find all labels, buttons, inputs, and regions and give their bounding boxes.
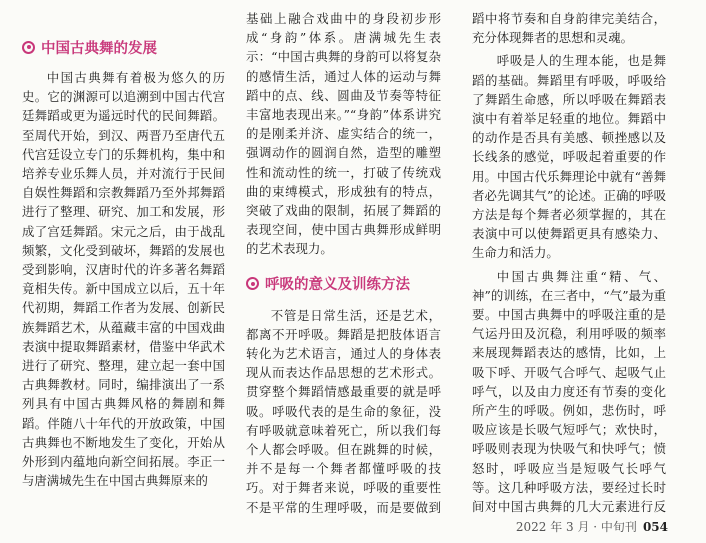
circle-bullet-icon — [22, 41, 35, 54]
section-heading-breathing — [246, 267, 441, 301]
column-left — [22, 0, 225, 515]
paragraph: 呼吸是人的生理本能，也是舞蹈的基础。舞蹈里有呼吸，呼吸给了舞蹈生命感，所以呼吸在舞蹈表演中有着举足轻重的地位。舞蹈中的动作是否具有美感、顿挫感以及长线条的感觉，呼吸起着重要的作用。中国古代乐舞理论中就有“善舞者必先调其气”的论述。正确的呼吸方法是每个舞者必须掌握的，其在表演中可以使舞蹈更具有感染力、生命力和活力。 — [472, 53, 666, 261]
paragraph-continued: 蹈中将节奏和自身韵律完美结合，充分体现舞者的思想和灵魂。 — [472, 11, 666, 46]
paragraph-continued: 基础上融合戏曲中的身段初步形成“身韵”体系。唐满城先生表示：“中国古典舞的身韵可以将复杂的感情生活，通过人体的运动与舞蹈中的点、线、圆曲及节奏等特征丰富地表现出来。”“身韵”体系讲究的是刚柔并济、虚实结合的统一，强调动作的圆润自然，造型的雕塑性和流动性的统一，打破了传统戏曲的束缚模式，形成独有的特点，突破了戏曲的限制，拓展了舞蹈的表现空间，使中国古典舞形成鲜明的艺术表现力。 — [246, 11, 441, 257]
page-number: 054 — [642, 520, 668, 534]
paragraph: 中国古典舞有着极为悠久的历史。它的渊源可以追溯到中国古代宫廷舞蹈或更为遥远时代的民间舞蹈。至周代开始，到汉、两晋乃至唐代五代宫廷设立专门的乐舞机构，集中和培养专业乐舞人员，并对流行于民间自娱性舞蹈和宗教舞蹈乃至外邦舞蹈进行了整理、研究、加工和发展，形成了宫廷舞蹈。宋元之后，由于战乱频繁，文化受到破坏，舞蹈的发展也受到影响，汉唐时代的许多著名舞蹈竟相失传。新中国成立以后，五十年代初期，舞蹈工作者为发展、创新民族舞蹈艺术，从蕴藏丰富的中国戏曲表演中提取舞蹈素材，借鉴中华武术进行了研究、整理，建立起一套中国古典舞教材。同时，编排演出了一系列具有中国古典舞风格的舞剧和舞蹈。伴随八十年代的开放政策，中国古典舞也不断地发生了变化，开始从外形到内蕴地向新空间拓展。李正一与唐满城先生在中国古典舞原来的 — [22, 70, 225, 489]
page-footer — [516, 518, 668, 535]
issue-date: 2022 年 3 月 · 中旬刊 — [515, 520, 637, 534]
paragraph: 中国古典舞注重“精、气、神”的训练，在三者中，“气”最为重要。中国古典舞中的呼吸注重的是气运丹田及沉稳，利用呼吸的频率来展现舞蹈表达的感情，比如，上吸下呼、开吸气合呼气、起吸气止呼气，以及由力度还有节奏的变化所产生的呼吸。例如，悲伤时，呼吸应该是长吸气短呼气；欢快时，呼吸则表现为快吸气和快呼气；愤怒时，呼吸应当是短吸气长呼气等。这几种呼吸方法，要经过长时间对中国古典舞的几大元素进行反 — [472, 268, 666, 515]
section-title: 呼吸的意义及训练方法 — [265, 277, 410, 294]
section-title: 中国古典舞的发展 — [41, 40, 157, 57]
paragraph: 不管是日常生活，还是艺术，都离不开呼吸。舞蹈是把肢体语言转化为艺术语言，通过人的身体表现从而表达作品思想的艺术形式。贯穿整个舞蹈情感最重要的就是呼吸。呼吸代表的是生命的象征，没有呼吸就意味着死亡，所以我们每个人都会呼吸。但在跳舞的时候，并不是每一个舞者都懂呼吸的技巧。对于舞者来说，呼吸的重要性不是平常的生理呼吸，而是要做到 — [246, 307, 441, 515]
column-right — [472, 0, 666, 515]
column-middle — [246, 0, 441, 515]
circle-bullet-icon — [246, 277, 259, 290]
section-heading-development — [22, 30, 225, 64]
